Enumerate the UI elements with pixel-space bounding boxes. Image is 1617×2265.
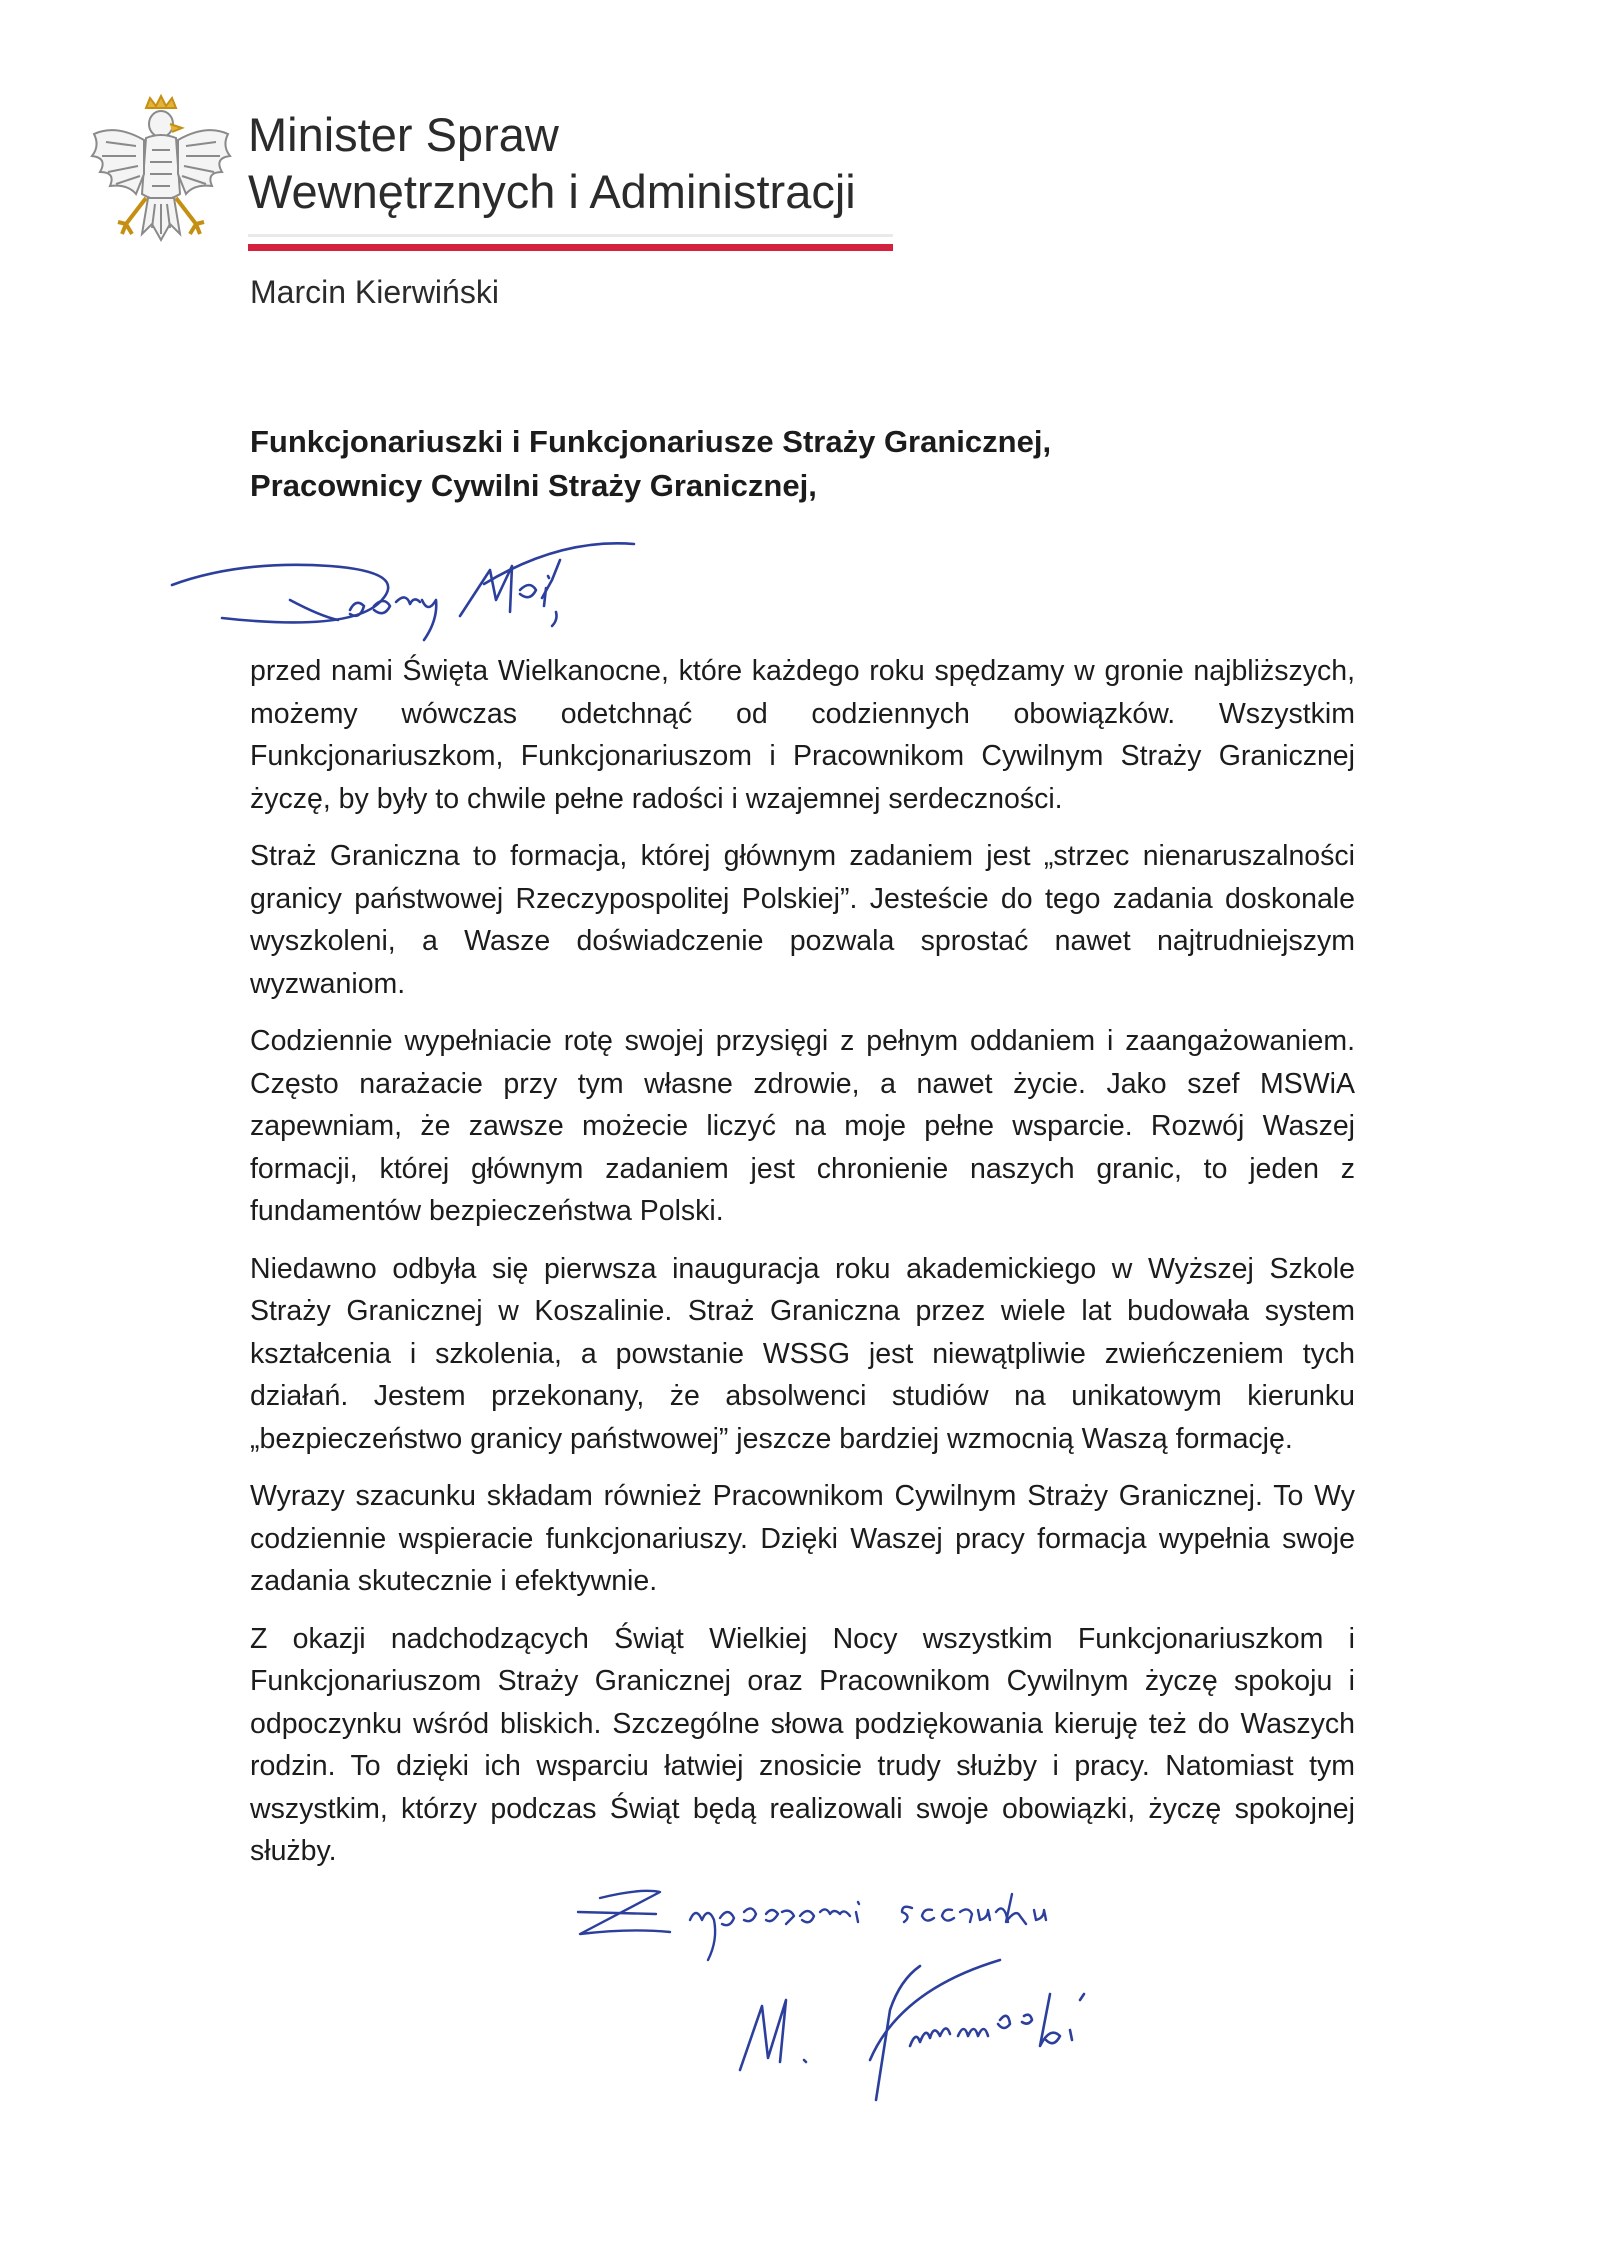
handwritten-greeting [160, 540, 700, 665]
signature [720, 1950, 1180, 2110]
polish-eagle-emblem-icon [86, 94, 236, 262]
addressee-line1: Funkcjonariuszki i Funkcjonariusze Straży Granicznej, [250, 424, 1052, 459]
handwritten-closing [560, 1872, 1160, 1962]
ministry-title [248, 106, 948, 220]
paragraph: Wyrazy szacunku składam również Pracownikom Cywilnym Straży Granicznej. To Wy codziennie wspieracie funkcjonariuszy. Dzięki Waszej pracy formacja wypełnia swoje zadania skutecznie i efektywnie. [250, 1480, 1355, 1597]
paragraph: Niedawno odbyła się pierwsza inauguracja roku akademickiego w Wyższej Szkole Straży Granicznej w Koszalinie. Straż Graniczna przez wiele lat budowała system kształcenia i szkolenia, a powstanie WSSG jest niewątpliwie zwieńczeniem tych działań. Jestem przekonany, że absolwenci studiów na unikatowym kierunku „bezpieczeństwo granicy państwowej” jeszcze bardziej wzmocnią Waszą formację. [250, 1252, 1355, 1455]
letter-body [250, 650, 1355, 1888]
paragraph: Straż Graniczna to formacja, której głównym zadaniem jest „strzec nienaruszalności granicy państwowej Rzeczypospolitej Polskiej”. Jesteście do tego zadania doskonale wyszkoleni, a Wasze doświadczenie pozwala sprostać nawet najtrudniejszym wyzwaniom. [250, 840, 1355, 1000]
paragraph: przed nami Święta Wielkanocne, które każdego roku spędzamy w gronie najbliższych, możemy wówczas odetchnąć od codziennych obowiązków. Wszystkim Funkcjonariuszkom, Funkcjonariuszom i Pracownikom Cywilnym Straży Granicznej życzę, by były to chwile pełne radości i wzajemnej serdeczności. [250, 655, 1355, 815]
paragraph: Codziennie wypełniacie rotę swojej przysięgi z pełnym oddaniem i zaangażowaniem. Często narażacie przy tym własne zdrowie, a nawet życie. Jako szef MSWiA zapewniam, że zawsze możecie liczyć na moje pełne wsparcie. Rozwój Waszej formacji, której głównym zadaniem jest chronienie naszych granic, to jeden z fundamentów bezpieczeństwa Polski. [250, 1025, 1355, 1227]
paragraph: Z okazji nadchodzących Świąt Wielkiej Nocy wszystkim Funkcjonariuszkom i Funkcjonariuszom Straży Granicznej oraz Pracownikom Cywilnym życzę spokoju i odpoczynku wśród bliskich. Szczególne słowa podziękowania kieruję też do Waszych rodzin. To dzięki ich wsparciu łatwiej znosicie trudy służby i pracy. Natomiast tym wszystkim, którzy podczas Świąt będą realizowali swoje obowiązki, życzę spokojnej służby. [250, 1622, 1355, 1867]
header-rule-red [248, 244, 893, 251]
minister-name: Marcin Kierwiński [250, 274, 499, 310]
ministry-title-line2: Wewnętrznych i Administracji [248, 165, 856, 218]
header-rule-white [248, 234, 893, 237]
addressee [250, 420, 1350, 508]
addressee-line2: Pracownicy Cywilni Straży Granicznej, [250, 468, 817, 503]
ministry-title-line1: Minister Spraw [248, 108, 559, 161]
